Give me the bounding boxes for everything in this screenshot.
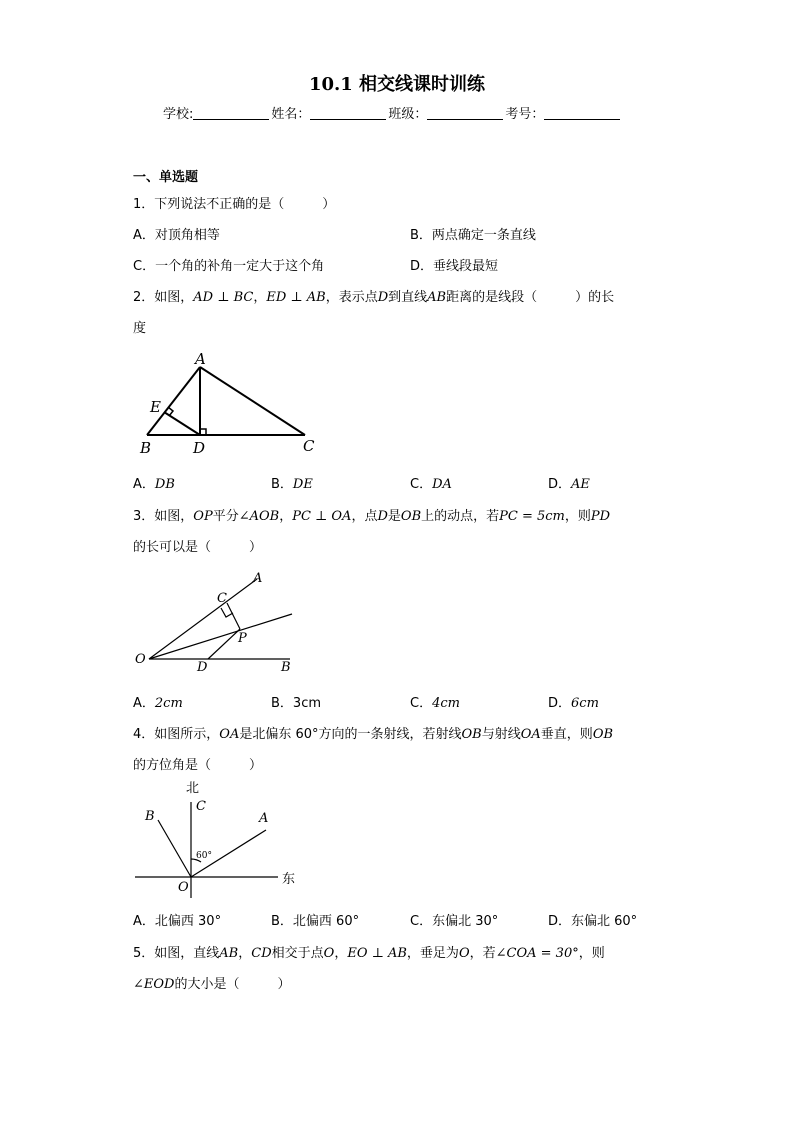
- class-label: 班级：: [388, 107, 428, 122]
- q4-label-a: A: [259, 811, 269, 826]
- q4-label-b: B: [145, 809, 155, 824]
- q3-stem-line2: 的长可以是（ ）: [133, 540, 263, 555]
- q2-option-a: A．DB: [133, 477, 175, 492]
- q2-text: ）的长: [575, 290, 615, 305]
- q5-stem-line2: ∠EOD的大小是（ ）: [133, 977, 291, 992]
- q2-text: ，表示点: [325, 290, 378, 305]
- q1-stem: [133, 193, 335, 212]
- q4-stem-line2: 的方位角是（ ）: [133, 758, 263, 773]
- q4-label-north: 北: [186, 781, 200, 796]
- q4-label-c: C: [196, 799, 206, 814]
- q2-option-d: D．AE: [548, 477, 590, 492]
- number-label: 考号：: [505, 107, 545, 122]
- q4-option-d: D．东偏北 60°: [548, 914, 638, 929]
- q2-label-c: C: [303, 437, 315, 455]
- q2-math: ED ⊥ AB: [266, 290, 326, 305]
- q1-option-d: D．垂线段最短: [410, 259, 499, 274]
- q3-figure-angle: [132, 568, 302, 676]
- name-blank: [310, 107, 386, 120]
- q2-option-b: B．DE: [271, 477, 313, 492]
- q3-label-o: O: [135, 652, 146, 667]
- q3-label-d: D: [197, 660, 208, 675]
- q2-option-c: C．DA: [410, 477, 452, 492]
- q3-label-p: P: [238, 631, 247, 646]
- q4-label-east: 东: [282, 872, 296, 887]
- q2-text: 2．如图，: [133, 290, 194, 305]
- school-label: 学校:: [163, 107, 194, 122]
- q3-label-b: B: [281, 660, 291, 675]
- q4-option-c: C．东偏北 30°: [410, 914, 499, 929]
- q2-math: AD ⊥ BC: [193, 290, 254, 305]
- q1-option-b: B．两点确定一条直线: [410, 228, 536, 243]
- q2-text: 距离的是线段（: [446, 290, 538, 305]
- q2-math: D: [377, 290, 389, 305]
- q3-label-c: C: [217, 591, 227, 606]
- name-label: 姓名：: [271, 107, 311, 122]
- q1-option-c: C．一个角的补角一定大于这个角: [133, 259, 325, 274]
- q3-option-c: C．4cm: [410, 696, 460, 711]
- q2-text: 到直线: [388, 290, 428, 305]
- q4-figure-compass: [130, 778, 305, 900]
- page-title: 10.1 相交线课时训练: [308, 74, 486, 95]
- q2-stem-line2: 度: [133, 321, 147, 336]
- q4-option-a: A．北偏西 30°: [133, 914, 222, 929]
- number-blank: [544, 107, 620, 120]
- q3-option-b: B．3cm: [271, 696, 322, 711]
- q2-label-a: A: [195, 350, 206, 368]
- class-blank: [427, 107, 503, 120]
- student-info-row: [163, 103, 622, 122]
- q3-option-d: D．6cm: [548, 696, 599, 711]
- q4-label-o: O: [178, 880, 189, 895]
- q2-label-e: E: [150, 398, 161, 416]
- school-blank: [193, 107, 269, 120]
- q1-option-a: A．对顶角相等: [133, 228, 220, 243]
- q2-math: AB: [427, 290, 447, 305]
- q3-option-a: A．2cm: [133, 696, 183, 711]
- q4-option-b: B．北偏西 60°: [271, 914, 360, 929]
- q4-angle-label: 60°: [196, 851, 212, 861]
- q3-label-a: A: [253, 571, 263, 586]
- q3-stem-line1: 3．如图，OP平分∠AOB，PC ⊥ OA，点D是OB上的动点，若PC = 5cm，则PD: [133, 509, 611, 524]
- section-heading: 一、单选题: [133, 170, 199, 185]
- q2-stem-line1: [133, 286, 614, 305]
- q1-stem-text: 1．下列说法不正确的是（: [133, 197, 285, 212]
- q2-text: ，: [253, 290, 267, 305]
- q2-label-d: D: [193, 439, 206, 457]
- q2-label-b: B: [140, 439, 152, 457]
- q5-stem-line1: 5．如图，直线AB，CD相交于点O，EO ⊥ AB，垂足为O，若∠COA = 30°，则: [133, 946, 605, 961]
- q2-figure-triangle: [135, 345, 325, 460]
- q4-stem-line1: 4．如图所示，OA是北偏东 60°方向的一条射线，若射线OB与射线OA垂直，则OB: [133, 727, 614, 742]
- q1-paren-close: ）: [322, 197, 336, 212]
